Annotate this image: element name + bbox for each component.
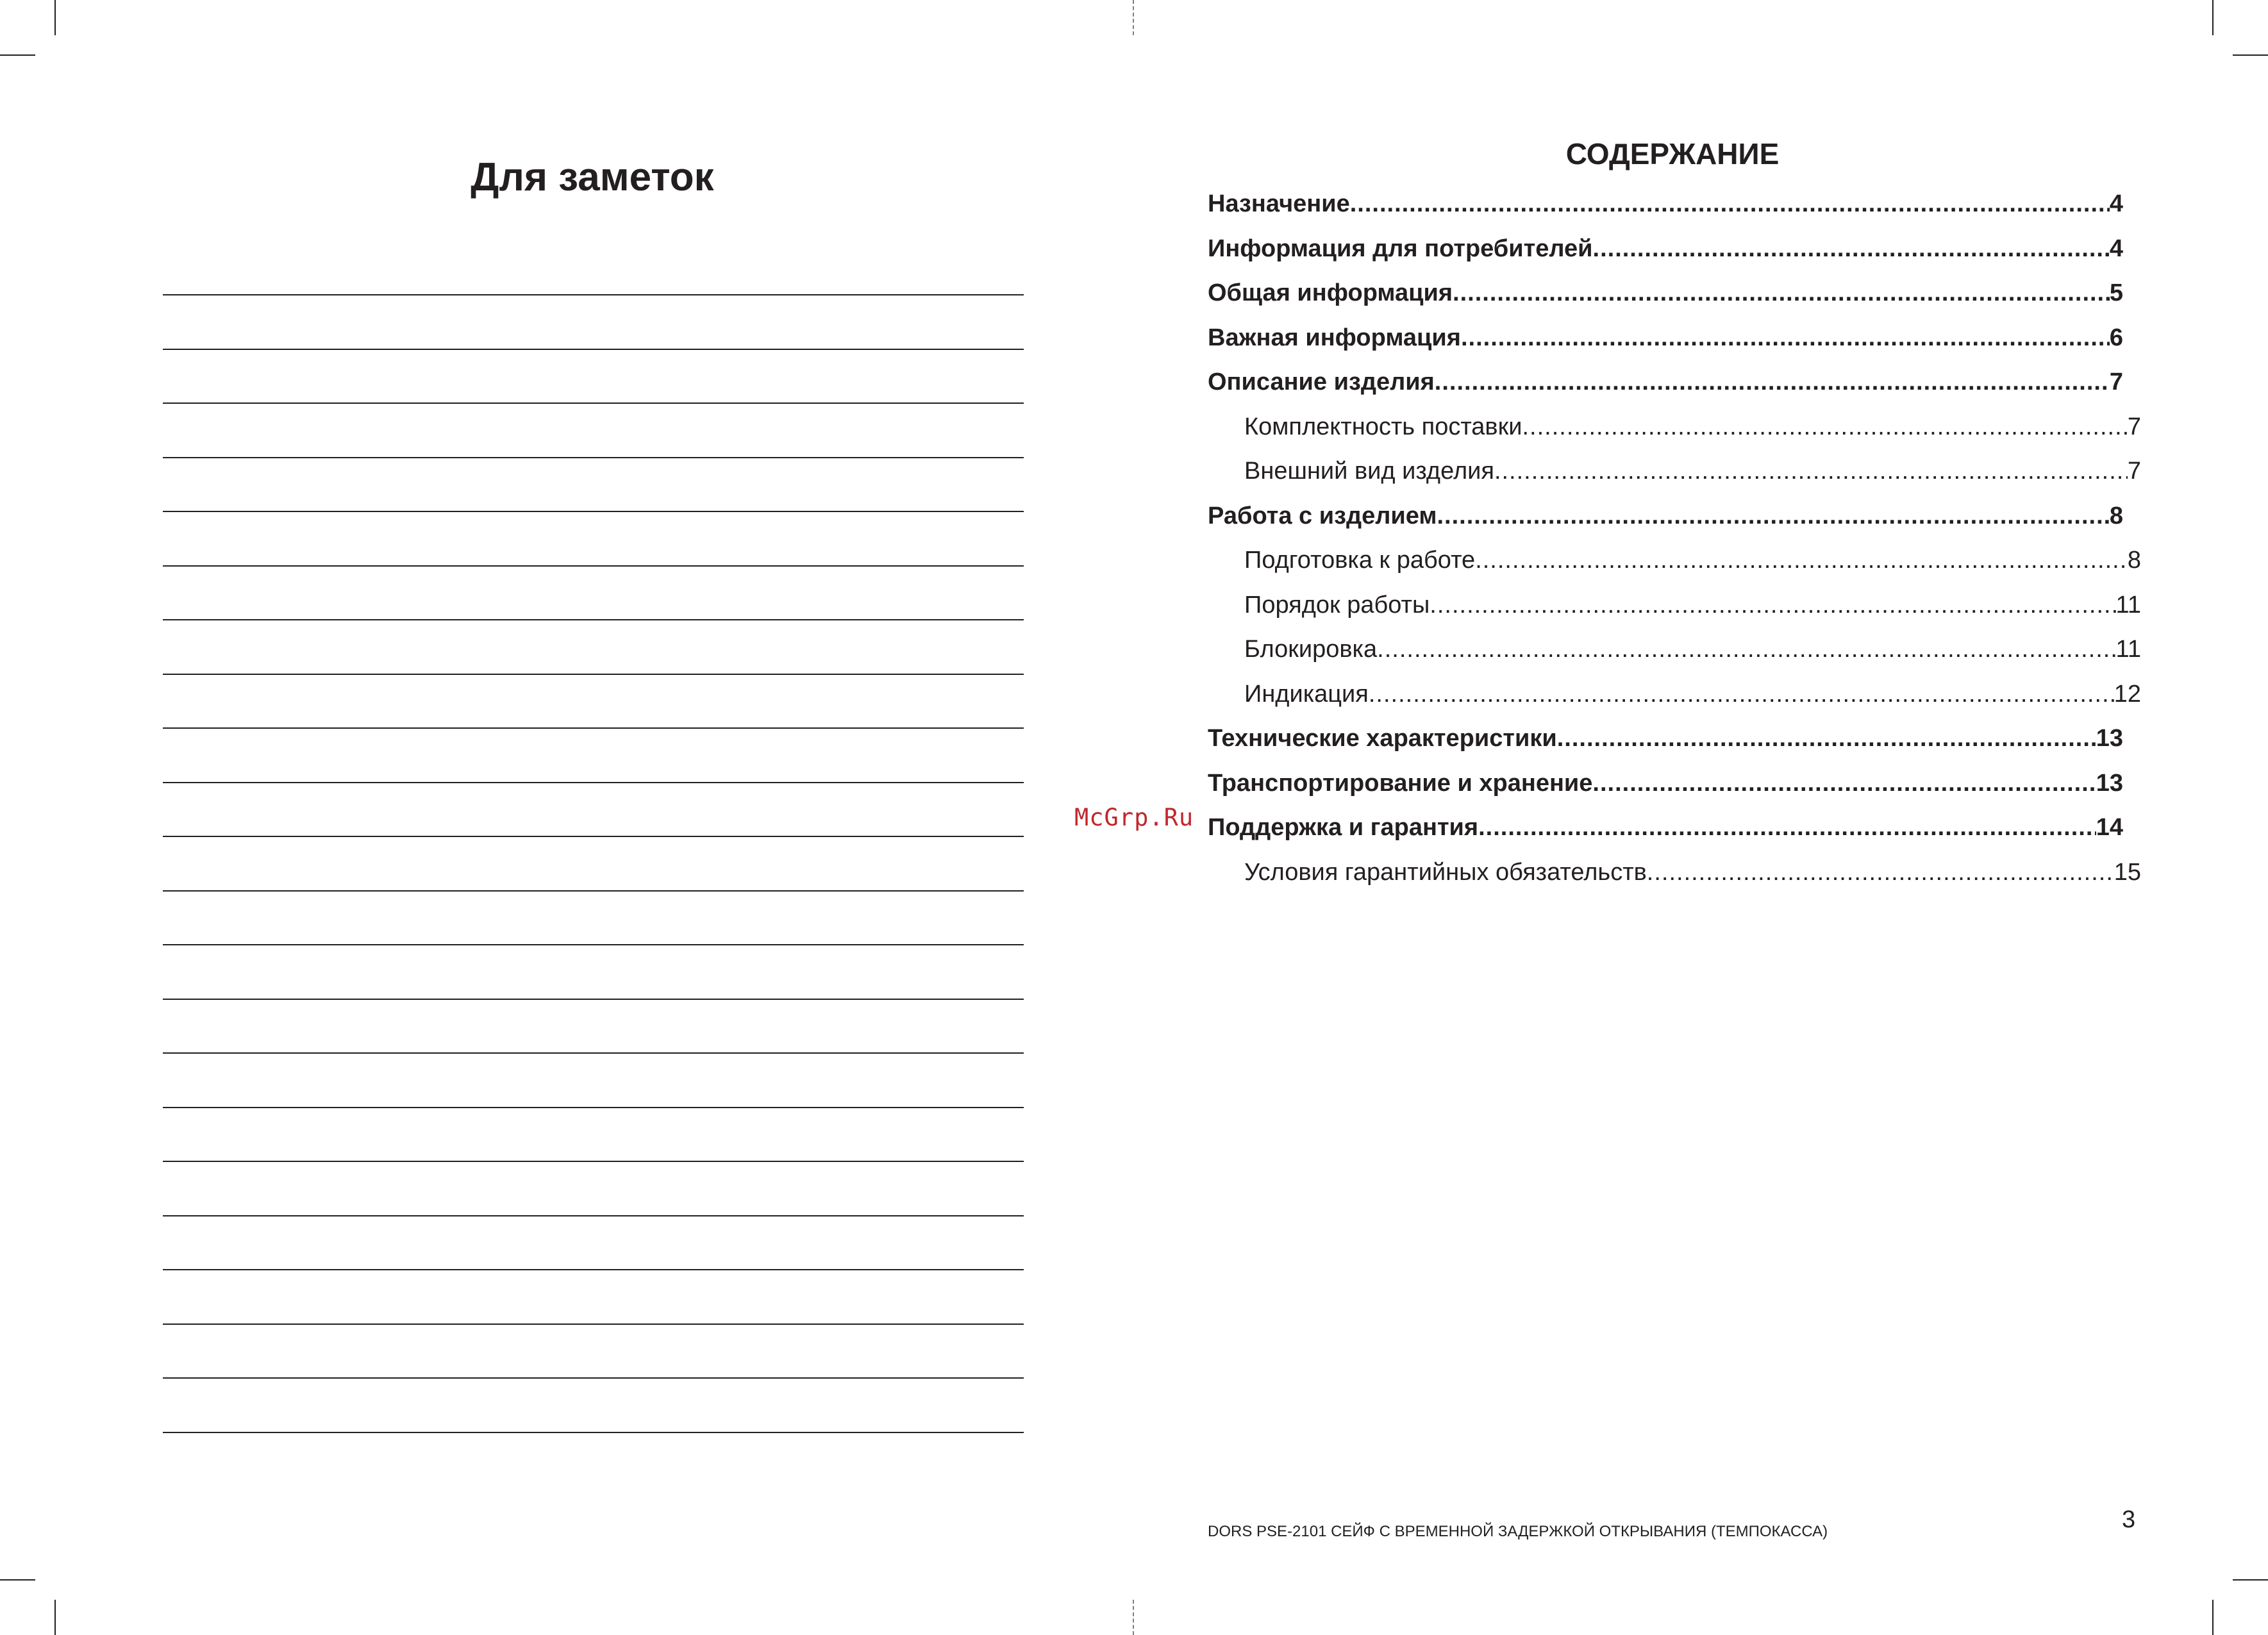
notes-line [163,349,1024,403]
notes-line [163,403,1024,457]
toc-item[interactable] [1208,494,2123,539]
toc-item-page: 6 [2109,324,2123,351]
toc-item[interactable] [1208,405,2141,450]
watermark: McGrp.Ru [1074,804,1194,831]
toc-item-page: 13 [2096,725,2123,752]
fold-mark [1133,1600,1134,1635]
toc-item-page: 11 [2115,591,2141,618]
toc-item[interactable] [1208,449,2141,494]
notes-line [163,1161,1024,1215]
toc-item-label: Описание изделия [1208,369,1435,395]
toc-item-label: Блокировка [1244,636,1378,663]
toc-item-page: 8 [2109,502,2123,529]
toc-item-leader [1522,405,2127,450]
notes-title: Для заметок [471,155,714,199]
toc-item[interactable] [1208,672,2141,717]
toc-item-label: Работа с изделием [1208,502,1437,529]
toc-item-page: 4 [2109,190,2123,217]
footer: DORS PSE-2101 СЕЙФ С ВРЕМЕННОЙ ЗАДЕРЖКОЙ ОТКРЫВАНИЯ (ТЕМПОКАССА) [1208,1523,1828,1540]
toc-item-page: 11 [2115,636,2141,663]
notes-line [163,944,1024,999]
notes-line [163,511,1024,565]
notes-line [163,1432,1024,1486]
notes-line [163,619,1024,674]
toc-item[interactable] [1208,360,2123,405]
toc-list [1208,182,2141,895]
toc-item[interactable] [1208,182,2123,227]
toc-item-leader [1377,627,2115,672]
toc-item-leader [1647,851,2114,895]
toc-item-label: Информация для потребителей [1208,235,1593,262]
toc-item-label: Поддержка и гарантия [1208,814,1479,841]
notes-line [163,1324,1024,1378]
toc-item-label: Внешний вид изделия [1244,458,1494,485]
notes-line [163,1107,1024,1161]
notes-lines [163,294,1024,1486]
toc-item-page: 7 [2127,458,2141,485]
toc-item-label: Подготовка к работе [1244,547,1476,574]
notes-line [163,890,1024,945]
toc-item-label: Технические характеристики [1208,725,1557,752]
toc-item[interactable] [1208,538,2141,583]
toc-item-label: Назначение [1208,190,1350,217]
toc-item-leader [1350,182,2110,227]
toc-item-label: Комплектность поставки [1244,413,1522,440]
toc-item-leader [1430,583,2115,628]
notes-line [163,727,1024,782]
crop-mark [2233,1579,2268,1581]
crop-mark [54,1600,56,1635]
toc-item-page: 7 [2109,369,2123,395]
toc-item-leader [1461,316,2110,361]
toc-item-leader [1437,494,2109,539]
toc-item-page: 5 [2109,279,2123,306]
notes-line [163,457,1024,511]
notes-line [163,565,1024,620]
notes-line [163,999,1024,1053]
toc-item-page: 14 [2096,814,2123,841]
toc-item[interactable] [1208,316,2123,361]
crop-mark [2212,0,2214,35]
toc-item[interactable] [1208,227,2123,272]
toc-item-leader [1453,271,2110,316]
notes-line [163,294,1024,349]
toc-item-leader [1435,360,2110,405]
toc-item-label: Важная информация [1208,324,1461,351]
notes-line [163,1215,1024,1270]
notes-line [163,1052,1024,1107]
toc-item-page: 13 [2096,769,2123,797]
toc-item-page: 7 [2127,413,2141,440]
notes-line [163,782,1024,836]
toc-item-leader [1475,538,2128,583]
toc-item-leader [1494,449,2128,494]
crop-mark [2233,54,2268,56]
toc-item[interactable] [1208,851,2141,895]
toc-item-page: 4 [2109,235,2123,262]
crop-mark [0,1579,35,1581]
toc-item[interactable] [1208,627,2141,672]
toc-item[interactable] [1208,271,2123,316]
fold-mark [1133,0,1134,35]
toc-item[interactable] [1208,806,2123,851]
crop-mark [54,0,56,35]
toc-item-page: 8 [2127,547,2141,574]
toc-item[interactable] [1208,761,2123,806]
toc-item-label: Условия гарантийных обязательств [1244,858,1647,886]
toc-item-page: 15 [2114,858,2141,886]
toc-item-label: Общая информация [1208,279,1453,306]
toc-item-label: Индикация [1244,680,1369,708]
notes-line [163,674,1024,728]
toc-item-label: Транспортирование и хранение [1208,769,1593,797]
notes-line [163,836,1024,890]
toc-item[interactable] [1208,717,2123,761]
toc-title: СОДЕРЖАНИЕ [1565,137,1780,170]
toc-item-label: Порядок работы [1244,591,1430,618]
toc-item-leader [1592,761,2096,806]
page-number: 3 [2122,1506,2136,1533]
notes-line [163,1269,1024,1324]
toc-item-leader [1557,717,2096,761]
toc-item-leader [1593,227,2110,272]
toc-item-leader [1369,672,2114,717]
crop-mark [2212,1600,2214,1635]
toc-item-leader [1478,806,2096,851]
crop-mark [0,54,35,56]
toc-item[interactable] [1208,583,2141,628]
toc-item-page: 12 [2114,680,2141,708]
notes-line [163,1377,1024,1432]
